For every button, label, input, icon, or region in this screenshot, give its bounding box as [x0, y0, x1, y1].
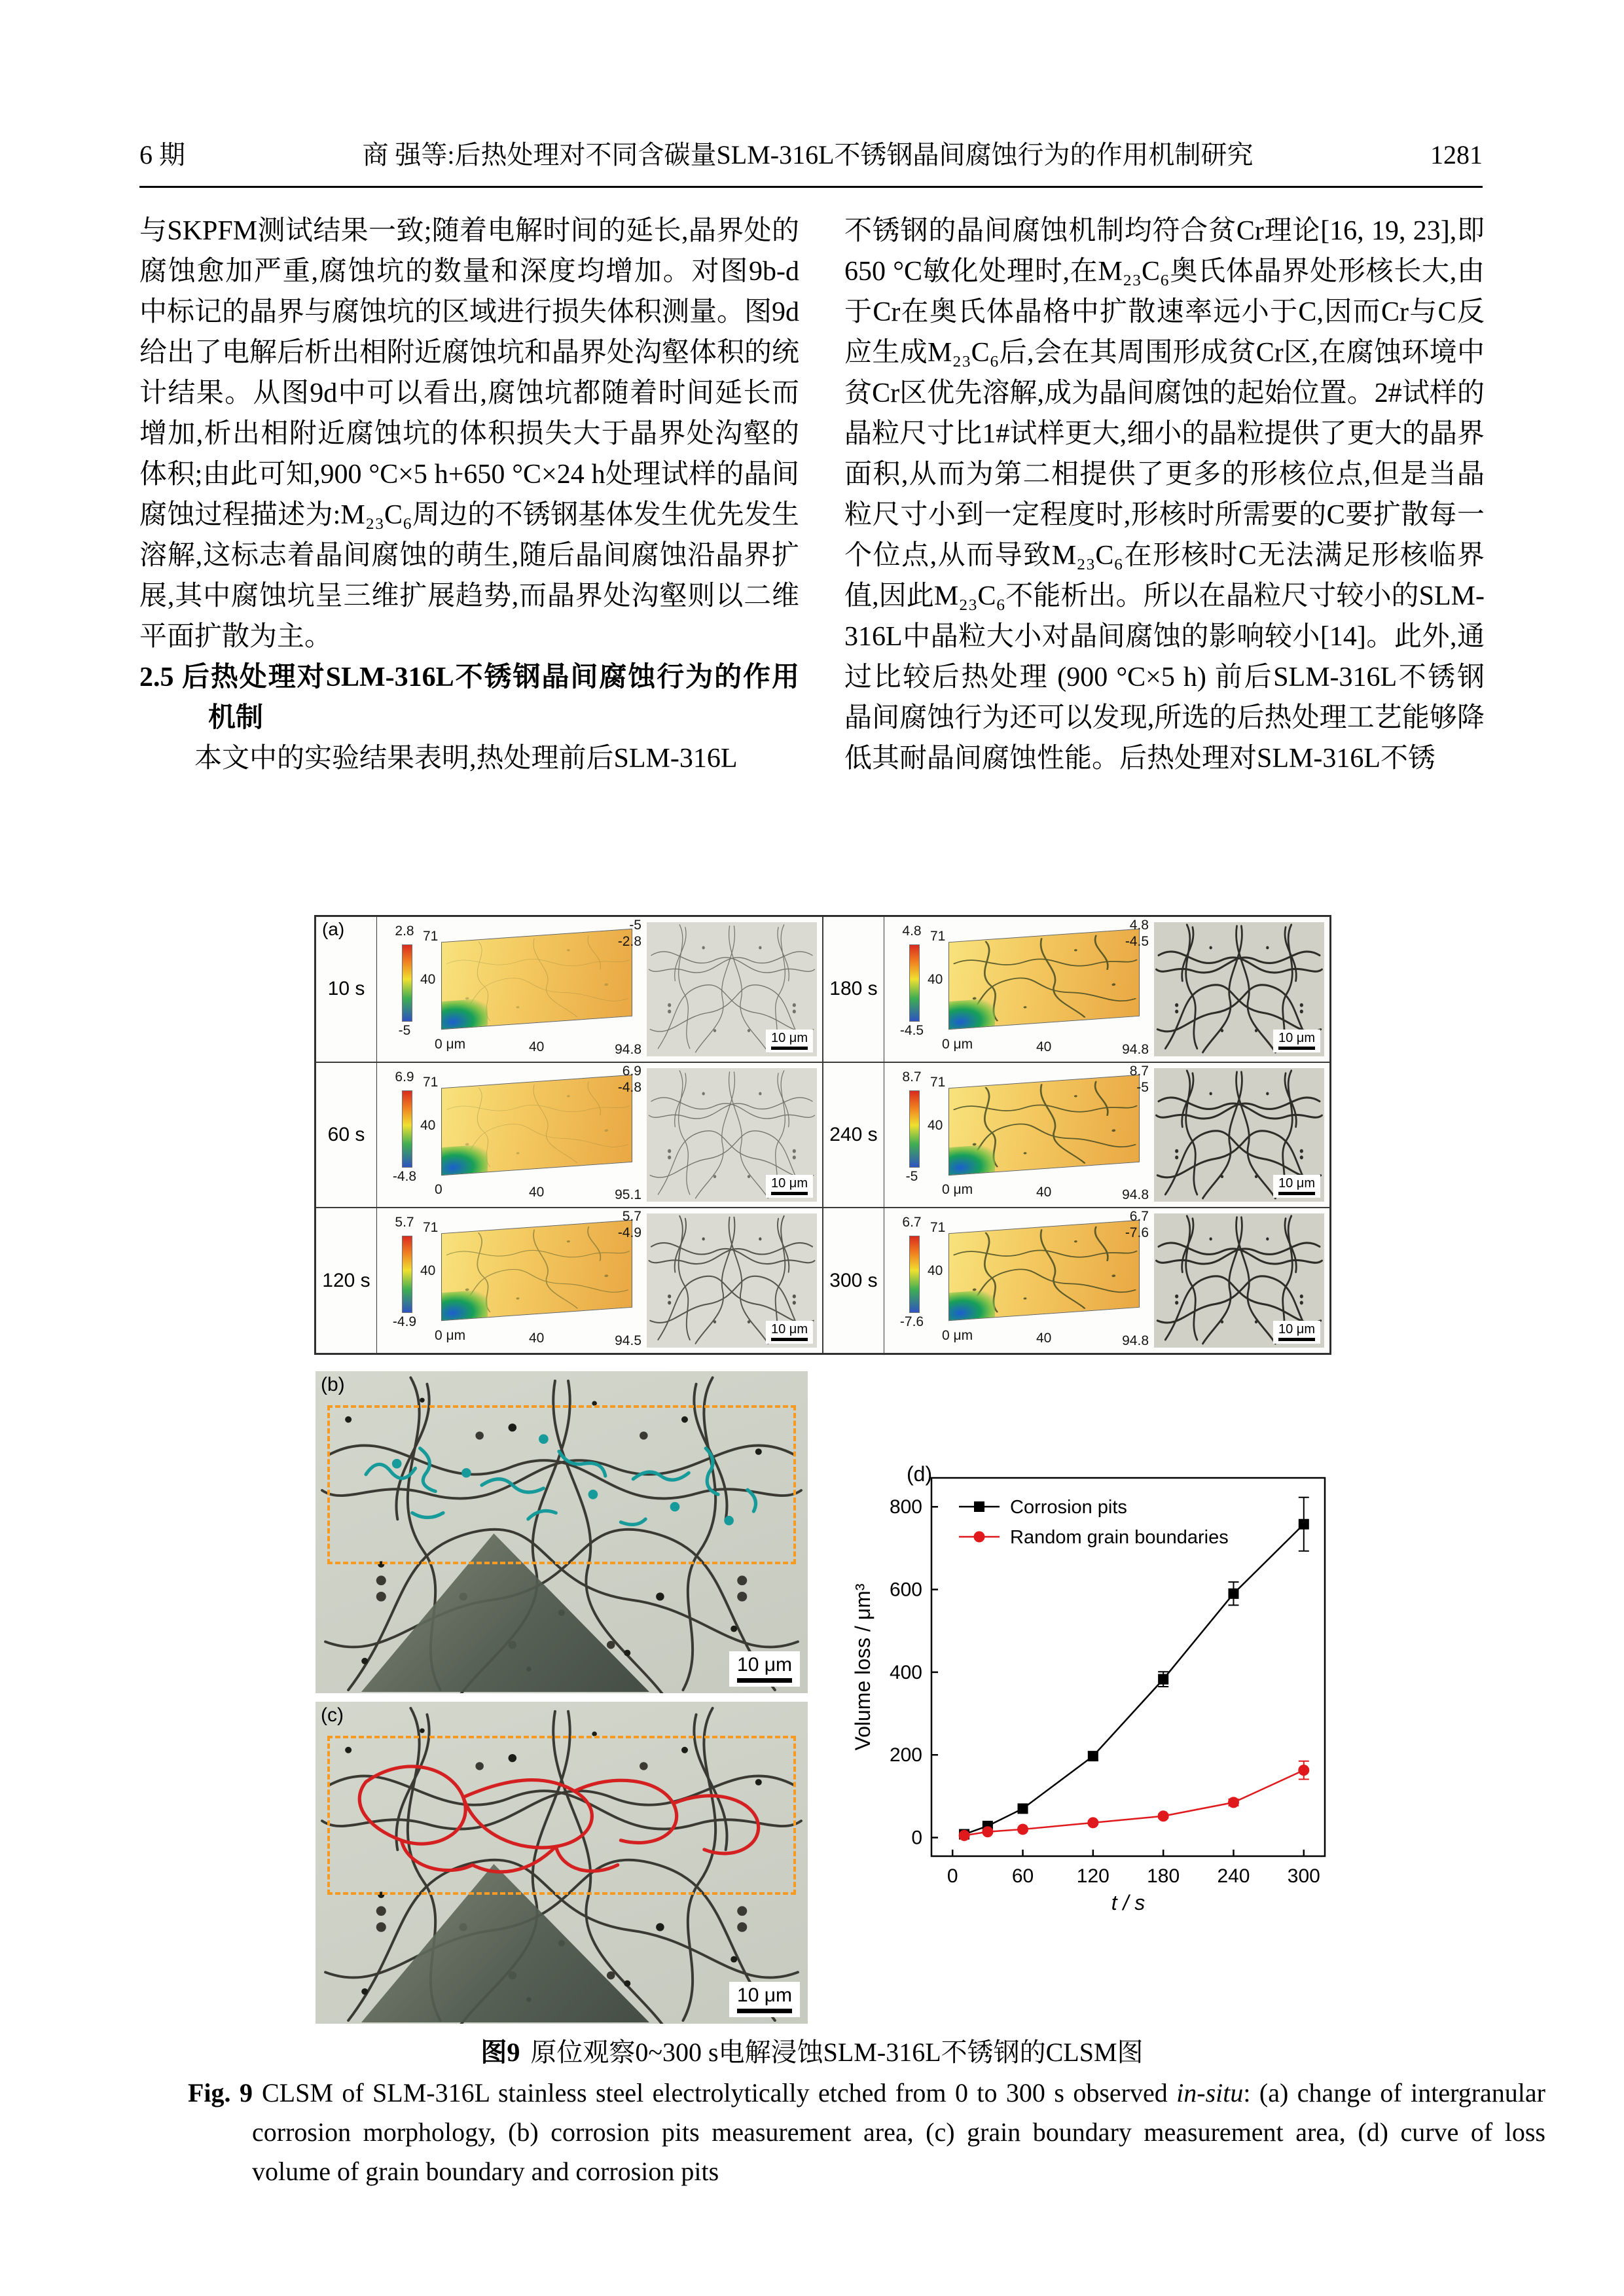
- clsm-micrograph: [647, 1213, 817, 1348]
- measurement-area-box: [327, 1736, 796, 1895]
- height-map-surface: [948, 1074, 1140, 1175]
- svg-text:240: 240: [1217, 1865, 1250, 1887]
- panel-b-label: (b): [321, 1374, 345, 1395]
- low-region-blob: [441, 998, 488, 1030]
- svg-text:Corrosion pits: Corrosion pits: [1010, 1497, 1127, 1518]
- z-axis-mid: 40: [928, 1263, 943, 1279]
- colorbar-max: 5.7: [395, 1215, 414, 1230]
- height-map-surface: [441, 929, 632, 1030]
- x-axis-max: 94.5: [615, 1333, 641, 1348]
- peak-value: 8.7: [1129, 1063, 1149, 1079]
- panel-a-label: (a): [322, 919, 345, 939]
- scale-bar-line: [737, 2009, 792, 2013]
- peak-value: -4.8: [617, 1079, 641, 1095]
- scale-bar: [766, 1030, 813, 1052]
- low-region-blob: [441, 1290, 488, 1321]
- caption-en-text-1: CLSM of SLM-316L stainless steel electrolytically etched from 0 to 300 s observed: [261, 2078, 1177, 2108]
- x-axis-mid: 40: [529, 1039, 545, 1054]
- z-axis-mid: 40: [928, 972, 943, 987]
- scale-bar: [729, 1982, 800, 2017]
- clsm-3d-plot: [884, 1208, 1151, 1353]
- colorbar-min: -7.6: [899, 1314, 924, 1330]
- colorbar-max: 6.7: [902, 1215, 922, 1230]
- x-axis-origin: 0: [435, 1182, 442, 1198]
- x-axis-mid: 40: [1036, 1039, 1052, 1054]
- scale-bar-text: 10 μm: [771, 1322, 808, 1336]
- peak-annotations: [1130, 1063, 1149, 1096]
- svg-text:Volume loss / μm³: Volume loss / μm³: [851, 1583, 875, 1751]
- scale-bar-text: 10 μm: [737, 1984, 792, 2006]
- z-axis-max: 71: [930, 1220, 946, 1236]
- colorbar: [402, 1090, 412, 1168]
- x-axis-origin: 0 μm: [435, 1036, 466, 1052]
- svg-text:t / s: t / s: [1111, 1891, 1146, 1914]
- low-region-blob: [948, 1290, 995, 1321]
- time-label: 10 s: [316, 917, 377, 1062]
- scale-bar-text: 10 μm: [1278, 1176, 1315, 1191]
- peak-value: 6.9: [622, 1063, 641, 1079]
- scale-bar-text: 10 μm: [1278, 1322, 1315, 1336]
- colorbar-min: -4.9: [392, 1314, 417, 1330]
- x-axis-max: 94.8: [615, 1041, 641, 1057]
- svg-text:400: 400: [889, 1661, 922, 1683]
- colorbar: [402, 1236, 412, 1313]
- x-axis-max: 94.8: [1122, 1333, 1149, 1348]
- panel-a-clsm-grid: [314, 915, 1331, 1355]
- scale-bar-text: 10 μm: [771, 1176, 808, 1191]
- z-axis-mid: 40: [420, 1263, 436, 1279]
- time-label: 180 s: [823, 917, 884, 1062]
- x-axis-origin: 0 μm: [942, 1182, 973, 1198]
- x-axis-mid: 40: [529, 1185, 545, 1200]
- x-axis-origin: 0 μm: [942, 1036, 973, 1052]
- peak-annotations: [1125, 1208, 1149, 1241]
- section-heading: 2.5 后热处理对SLM-316L不锈钢晶间腐蚀行为的作用机制: [139, 662, 799, 733]
- caption-zh-text: 原位观察0~300 s电解浸蚀SLM-316L不锈钢的CLSM图: [530, 2037, 1144, 2067]
- x-axis-mid: 40: [1036, 1185, 1052, 1200]
- running-title: 商 强等:后热处理对不同含碳量SLM-316L不锈钢晶间腐蚀行为的作用机制研究: [362, 140, 1254, 170]
- clsm-cell-180s: [823, 916, 1330, 1062]
- clsm-3d-plot: [884, 917, 1151, 1062]
- paragraph: 本文中的实验结果表明,热处理前后SLM-316L: [194, 744, 738, 774]
- scale-bar-text: 10 μm: [771, 1030, 808, 1045]
- scale-bar-line: [771, 1047, 808, 1050]
- peak-value: 4.8: [1129, 918, 1149, 933]
- colorbar: [909, 1236, 920, 1313]
- clsm-cell-240s: [823, 1062, 1330, 1208]
- clsm-cell-300s: [823, 1208, 1330, 1354]
- height-map-surface: [441, 1220, 632, 1321]
- svg-text:0: 0: [911, 1827, 922, 1849]
- figure-caption-zh: [0, 2032, 1624, 2069]
- z-axis-mid: 40: [928, 1117, 943, 1133]
- paragraph: 不锈钢的晶间腐蚀机制均符合贫Cr理论[16, 19, 23],即650 °C敏化处理时,在M₂₃C₆奥氏体晶界处形核长大,由于Cr在奥氏体晶格中扩散速率远小于C,因而Cr与C反应生成M₂₃C₆后,会在其周围形成贫Cr区,在腐蚀环境中贫Cr区优先溶解,成为晶间腐蚀的起始位置。2#试样的晶粒尺寸比1#试样更大,细小的晶粒提供了更大的晶界面积,从而为第二相提供了更多的形核位点,但是当晶粒尺寸小到一定程度时,形核时所需要的C要扩散每一个位点,从而导致M₂₃C₆在形核时C无法满足形核临界值,因此M₂₃C₆不能析出。所以在晶粒尺寸较小的SLM-316L中晶粒大小对晶间腐蚀的影响较小[14]。此外,通过比较后热处理 (900 °C×5 h) 前后SLM-316L不锈钢晶间腐蚀行为还可以发现,所选的后热处理工艺能够降低其耐晶间腐蚀性能。后热处理对SLM-316L不锈: [844, 216, 1485, 774]
- time-label: 60 s: [316, 1063, 377, 1208]
- peak-value: -4.9: [617, 1225, 641, 1241]
- volume-loss-chart: [848, 1461, 1335, 1919]
- low-region-blob: [441, 1144, 488, 1175]
- scale-bar-text: 10 μm: [737, 1654, 792, 1676]
- clsm-micrograph: [647, 1068, 817, 1202]
- panel-c-grain-boundaries: [316, 1702, 808, 2024]
- x-axis-mid: 40: [529, 1331, 545, 1346]
- figure-caption-en: [188, 2073, 1545, 2191]
- colorbar-min: -5: [905, 1168, 918, 1184]
- caption-en-text-2: : (a) change of intergranular corrosion morphology, (b) corrosion pits measurement area, (c) grain boundary measurement area, (d) curve of loss volume of grain boundary and corrosion pits: [252, 2078, 1545, 2186]
- svg-text:60: 60: [1011, 1865, 1034, 1887]
- peak-value: -5: [629, 918, 641, 933]
- caption-en-italic: in-situ: [1176, 2078, 1244, 2108]
- colorbar-max: 8.7: [902, 1069, 922, 1085]
- z-axis-max: 71: [423, 929, 439, 944]
- x-axis-origin: 0 μm: [942, 1328, 973, 1343]
- right-column: [844, 211, 1485, 779]
- caption-en-label: Fig. 9: [188, 2078, 253, 2108]
- z-axis-max: 71: [930, 1074, 946, 1090]
- colorbar-min: -5: [398, 1023, 411, 1038]
- clsm-micrograph: [1154, 922, 1324, 1056]
- clsm-3d-plot: [377, 917, 644, 1062]
- z-axis-max: 71: [423, 1074, 439, 1090]
- peak-value: -7.6: [1125, 1225, 1149, 1241]
- height-map-surface: [948, 929, 1140, 1030]
- z-axis-max: 71: [930, 929, 946, 944]
- peak-value: -4.5: [1125, 934, 1149, 949]
- svg-text:200: 200: [889, 1744, 922, 1767]
- time-label: 300 s: [823, 1208, 884, 1353]
- peak-annotations: [618, 1063, 641, 1096]
- measurement-area-box: [327, 1405, 796, 1564]
- colorbar-min: -4.5: [899, 1023, 924, 1038]
- colorbar: [909, 944, 920, 1022]
- colorbar: [402, 944, 412, 1022]
- low-region-blob: [948, 1144, 995, 1175]
- height-map-surface: [948, 1220, 1140, 1321]
- scale-bar-line: [1278, 1192, 1315, 1195]
- scale-bar: [766, 1175, 813, 1198]
- peak-annotations: [618, 1208, 641, 1241]
- clsm-micrograph: [1154, 1213, 1324, 1348]
- panel-b-corrosion-pits: [316, 1371, 808, 1693]
- clsm-3d-plot: [377, 1063, 644, 1208]
- issue-number: 6 期: [139, 140, 185, 170]
- panel-d-label: (d): [907, 1462, 933, 1486]
- scale-bar-text: 10 μm: [1278, 1030, 1315, 1045]
- clsm-cell-60s: [316, 1062, 823, 1208]
- scale-bar: [1273, 1175, 1320, 1198]
- peak-annotations: [618, 917, 641, 950]
- z-axis-mid: 40: [420, 1117, 436, 1133]
- height-map-surface: [441, 1074, 632, 1175]
- peak-value: 5.7: [622, 1209, 641, 1225]
- panel-c-label: (c): [321, 1704, 344, 1726]
- scale-bar-line: [1278, 1047, 1315, 1050]
- time-label: 240 s: [823, 1063, 884, 1208]
- x-axis-max: 94.8: [1122, 1187, 1149, 1203]
- peak-value: -2.8: [617, 934, 641, 949]
- header-rule: [139, 186, 1483, 188]
- scale-bar: [1273, 1321, 1320, 1344]
- peak-annotations: [1125, 917, 1149, 950]
- clsm-micrograph: [647, 922, 817, 1056]
- scale-bar-line: [771, 1192, 808, 1195]
- x-axis-origin: 0 μm: [435, 1328, 466, 1343]
- caption-zh-label: 图9: [480, 2037, 520, 2067]
- clsm-cell-10s: [316, 916, 823, 1062]
- scale-bar: [766, 1321, 813, 1344]
- panel-d-volume-loss: [848, 1461, 1335, 1919]
- z-axis-mid: 40: [420, 972, 436, 987]
- peak-value: 6.7: [1129, 1209, 1149, 1225]
- z-axis-max: 71: [423, 1220, 439, 1236]
- scale-bar-line: [1278, 1338, 1315, 1341]
- clsm-3d-plot: [377, 1208, 644, 1353]
- scale-bar: [729, 1651, 800, 1687]
- svg-text:Random grain boundaries: Random grain boundaries: [1010, 1527, 1229, 1548]
- scale-bar: [1273, 1030, 1320, 1052]
- x-axis-max: 94.8: [1122, 1041, 1149, 1057]
- colorbar-min: -4.8: [392, 1168, 417, 1184]
- svg-text:180: 180: [1147, 1865, 1180, 1887]
- colorbar-max: 4.8: [902, 924, 922, 939]
- x-axis-max: 95.1: [615, 1187, 641, 1203]
- svg-text:120: 120: [1076, 1865, 1110, 1887]
- colorbar-max: 6.9: [395, 1069, 414, 1085]
- colorbar-max: 2.8: [395, 924, 414, 939]
- x-axis-mid: 40: [1036, 1331, 1052, 1346]
- svg-text:600: 600: [889, 1579, 922, 1601]
- clsm-3d-plot: [884, 1063, 1151, 1208]
- time-label: 120 s: [316, 1208, 377, 1353]
- clsm-micrograph: [1154, 1068, 1324, 1202]
- scale-bar-line: [737, 1678, 792, 1683]
- peak-value: -5: [1136, 1079, 1149, 1095]
- colorbar: [909, 1090, 920, 1168]
- page-header: [139, 134, 1483, 171]
- clsm-cell-120s: [316, 1208, 823, 1354]
- svg-text:300: 300: [1287, 1865, 1320, 1887]
- low-region-blob: [948, 998, 995, 1030]
- scale-bar-line: [771, 1338, 808, 1341]
- svg-text:800: 800: [889, 1496, 922, 1518]
- paragraph: 与SKPFM测试结果一致;随着电解时间的延长,晶界处的腐蚀愈加严重,腐蚀坑的数量和深度均增加。对图9b-d中标记的晶界与腐蚀坑的区域进行损失体积测量。图9d给出了电解后析出相附近腐蚀坑和晶界处沟壑体积的统计结果。从图9d中可以看出,腐蚀坑都随着时间延长而增加,析出相附近腐蚀坑的体积损失大于晶界处沟壑的体积;由此可知,900 °C×5 h+650 °C×24 h处理试样的晶间腐蚀过程描述为:M₂₃C₆周边的不锈钢基体发生优先发生溶解,这标志着晶间腐蚀的萌生,随后晶间腐蚀沿晶界扩展,其中腐蚀坑呈三维扩展趋势,而晶界处沟壑则以二维平面扩散为主。: [139, 216, 800, 652]
- svg-text:0: 0: [947, 1865, 958, 1887]
- left-column: [139, 211, 799, 779]
- page-number: 1281: [1430, 140, 1483, 170]
